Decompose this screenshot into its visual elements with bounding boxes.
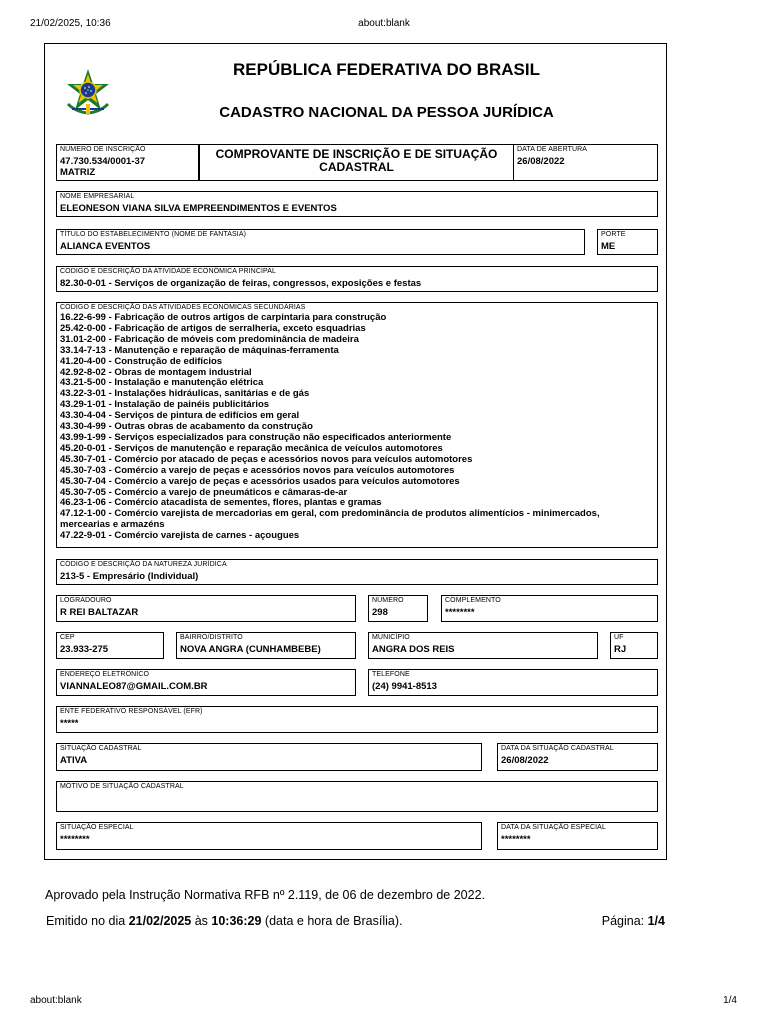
motivo-label: MOTIVO DE SITUAÇÃO CADASTRAL — [60, 783, 184, 790]
nome-empresarial-label: NOME EMPRESARIAL — [60, 193, 135, 200]
list-item: 46.23-1-06 - Comércio atacadista de sementes, flores, plantas e gramas — [60, 497, 382, 509]
list-item: 43.99-1-99 - Serviços especializados para construção não especificados anteriormente — [60, 431, 452, 443]
inscricao-numero: 47.730.534/0001-37 — [60, 156, 146, 167]
emitted-prefix: Emitido no dia — [46, 914, 129, 928]
nome-empresarial-box — [56, 191, 658, 217]
list-item: 43.30-4-99 - Outras obras de acabamento da construção — [60, 421, 313, 433]
nome-empresarial-value: ELEONESON VIANA SILVA EMPREENDIMENTOS E EVENTOS — [60, 203, 337, 214]
telefone-value: (24) 9941-8513 — [372, 681, 437, 692]
emitted-suffix: (data e hora de Brasília). — [261, 914, 403, 928]
approved-note: Aprovado pela Instrução Normativa RFB nº 2.119, de 06 de dezembro de 2022. — [45, 888, 486, 902]
email-box — [56, 669, 356, 696]
email-label: ENDEREÇO ELETRÔNICO — [60, 671, 150, 678]
atividade-principal-label: CÓDIGO E DESCRIÇÃO DA ATIVIDADE ECONÔMICA PRINCIPAL — [60, 268, 277, 275]
complemento-box — [441, 595, 658, 622]
porte-label: PORTE — [601, 231, 626, 238]
titulo-label: TÍTULO DO ESTABELECIMENTO (NOME DE FANTASIA) — [60, 231, 247, 238]
efr-box — [56, 706, 658, 733]
atividade-principal-value: 82.30-0-01 - Serviços de organização de feiras, congressos, exposições e festas — [60, 278, 422, 289]
list-item: 31.01-2-00 - Fabricação de móveis com predominância de madeira — [60, 333, 359, 345]
porte-box — [597, 229, 658, 255]
abertura-box — [513, 144, 658, 181]
emitted-date: 21/02/2025 — [128, 914, 192, 928]
list-item: 43.30-4-04 - Serviços de pintura de edifícios em geral — [60, 410, 300, 422]
data-situacao-especial-box — [497, 822, 658, 850]
cep-box — [56, 632, 164, 659]
inscricao-label: NÚMERO DE INSCRIÇÃO — [60, 146, 146, 153]
inscricao-box — [56, 144, 199, 181]
uf-value: RJ — [614, 644, 627, 655]
list-item: 43.21-5-00 - Instalação e manutenção elétrica — [60, 377, 264, 389]
data-situacao-especial-label: DATA DA SITUAÇÃO ESPECIAL — [501, 824, 606, 831]
cep-value: 23.933-275 — [60, 644, 109, 655]
list-item: 16.22-6-99 - Fabricação de outros artigos de carpintaria para construção — [60, 312, 387, 323]
list-item: 45.30-7-05 - Comércio a varejo de pneumáticos e câmaras-de-ar — [60, 486, 348, 498]
atividades-secundarias-list — [60, 313, 651, 542]
bairro-value: NOVA ANGRA (CUNHAMBEBE) — [180, 644, 321, 655]
list-item: 25.42-0-00 - Fabricação de artigos de serralheria, exceto esquadrias — [60, 322, 366, 334]
situacao-especial-value: ******** — [60, 834, 90, 845]
page-value: 1/4 — [647, 914, 665, 928]
comprovante-title: COMPROVANTE DE INSCRIÇÃO E DE SITUAÇÃO CADASTRAL — [199, 144, 514, 181]
complemento-label: COMPLEMENTO — [445, 597, 501, 604]
natureza-value: 213-5 - Empresário (Individual) — [60, 571, 199, 582]
page-prefix: Página: — [601, 914, 648, 928]
inscricao-tipo: MATRIZ — [60, 167, 96, 178]
situacao-label: SITUAÇÃO CADASTRAL — [60, 745, 142, 752]
browser-footer-url: about:blank — [30, 995, 82, 1006]
list-item: 47.12-1-00 - Comércio varejista de mercadorias em geral, com predominância de produtos alimentícios - minimercados, mercearias e armazéns — [60, 508, 600, 531]
list-item: 45.30-7-03 - Comércio a varejo de peças e acessórios novos para veículos automotores — [60, 464, 455, 476]
data-situacao-box — [497, 743, 658, 771]
efr-value: ***** — [60, 718, 79, 729]
numero-box — [368, 595, 428, 622]
list-item: 33.14-7-13 - Manutenção e reparação de máquinas-ferramenta — [60, 344, 339, 356]
emitted-mid: às — [191, 914, 212, 928]
titulo-box — [56, 229, 585, 255]
atividade-principal-box — [56, 266, 658, 292]
telefone-label: TELEFONE — [372, 671, 410, 678]
browser-datetime: 21/02/2025, 10:36 — [30, 18, 111, 29]
complemento-value: ******** — [445, 607, 475, 618]
list-item: 43.29-1-01 - Instalação de painéis publicitários — [60, 399, 270, 411]
natureza-box — [56, 559, 658, 585]
situacao-box — [56, 743, 482, 771]
telefone-box — [368, 669, 658, 696]
bairro-label: BAIRRO/DISTRITO — [180, 634, 243, 641]
browser-title: about:blank — [358, 18, 410, 29]
list-item: 45.30-7-04 - Comércio a varejo de peças e acessórios usados para veículos automotores — [60, 475, 460, 487]
browser-footer-page: 1/4 — [723, 995, 737, 1006]
uf-label: UF — [614, 634, 624, 641]
emitted-time: 10:36:29 — [211, 914, 262, 928]
motivo-box — [56, 781, 658, 812]
titulo-value: ALIANCA EVENTOS — [60, 241, 151, 252]
municipio-value: ANGRA DOS REIS — [372, 644, 455, 655]
abertura-label: DATA DE ABERTURA — [517, 146, 588, 153]
list-item: 42.92-8-02 - Obras de montagem industrial — [60, 366, 252, 378]
atividades-secundarias-box — [56, 302, 658, 548]
cep-label: CEP — [60, 634, 75, 641]
numero-label: NÚMERO — [372, 597, 404, 604]
page-indicator — [602, 914, 665, 928]
natureza-label: CÓDIGO E DESCRIÇÃO DA NATUREZA JURÍDICA — [60, 561, 227, 568]
municipio-box — [368, 632, 598, 659]
situacao-especial-box — [56, 822, 482, 850]
brasao-icon — [62, 68, 114, 116]
municipio-label: MUNICÍPIO — [372, 634, 410, 641]
list-item: 41.20-4-00 - Construção de edifícios — [60, 355, 223, 367]
situacao-especial-label: SITUAÇÃO ESPECIAL — [60, 824, 134, 831]
efr-label: ENTE FEDERATIVO RESPONSÁVEL (EFR) — [60, 708, 203, 715]
atividades-secundarias-label: CÓDIGO E DESCRIÇÃO DAS ATIVIDADES ECONÔMICAS SECUNDÁRIAS — [60, 304, 306, 311]
page-subtitle: CADASTRO NACIONAL DA PESSOA JURÍDICA — [219, 104, 554, 121]
numero-value: 298 — [372, 607, 388, 618]
email-value: VIANNALEO87@GMAIL.COM.BR — [60, 681, 208, 692]
situacao-value: ATIVA — [60, 755, 88, 766]
data-situacao-especial-value: ******** — [501, 834, 531, 845]
emitted-note — [46, 914, 403, 928]
data-situacao-label: DATA DA SITUAÇÃO CADASTRAL — [501, 745, 614, 752]
porte-value: ME — [601, 241, 616, 252]
logradouro-value: R REI BALTAZAR — [60, 607, 139, 618]
uf-box — [610, 632, 658, 659]
abertura-value: 26/08/2022 — [517, 156, 565, 167]
bairro-box — [176, 632, 356, 659]
data-situacao-value: 26/08/2022 — [501, 755, 549, 766]
list-item: 47.22-9-01 - Comércio varejista de carnes - açougues — [60, 530, 300, 542]
page-title: REPÚBLICA FEDERATIVA DO BRASIL — [233, 60, 540, 79]
list-item: 43.22-3-01 - Instalações hidráulicas, sanitárias e de gás — [60, 388, 310, 400]
list-item: 45.20-0-01 - Serviços de manutenção e reparação mecânica de veículos automotores — [60, 442, 443, 454]
logradouro-label: LOGRADOURO — [60, 597, 112, 604]
logradouro-box — [56, 595, 356, 622]
list-item: 45.30-7-01 - Comércio por atacado de peças e acessórios novos para veículos automotores — [60, 453, 473, 465]
